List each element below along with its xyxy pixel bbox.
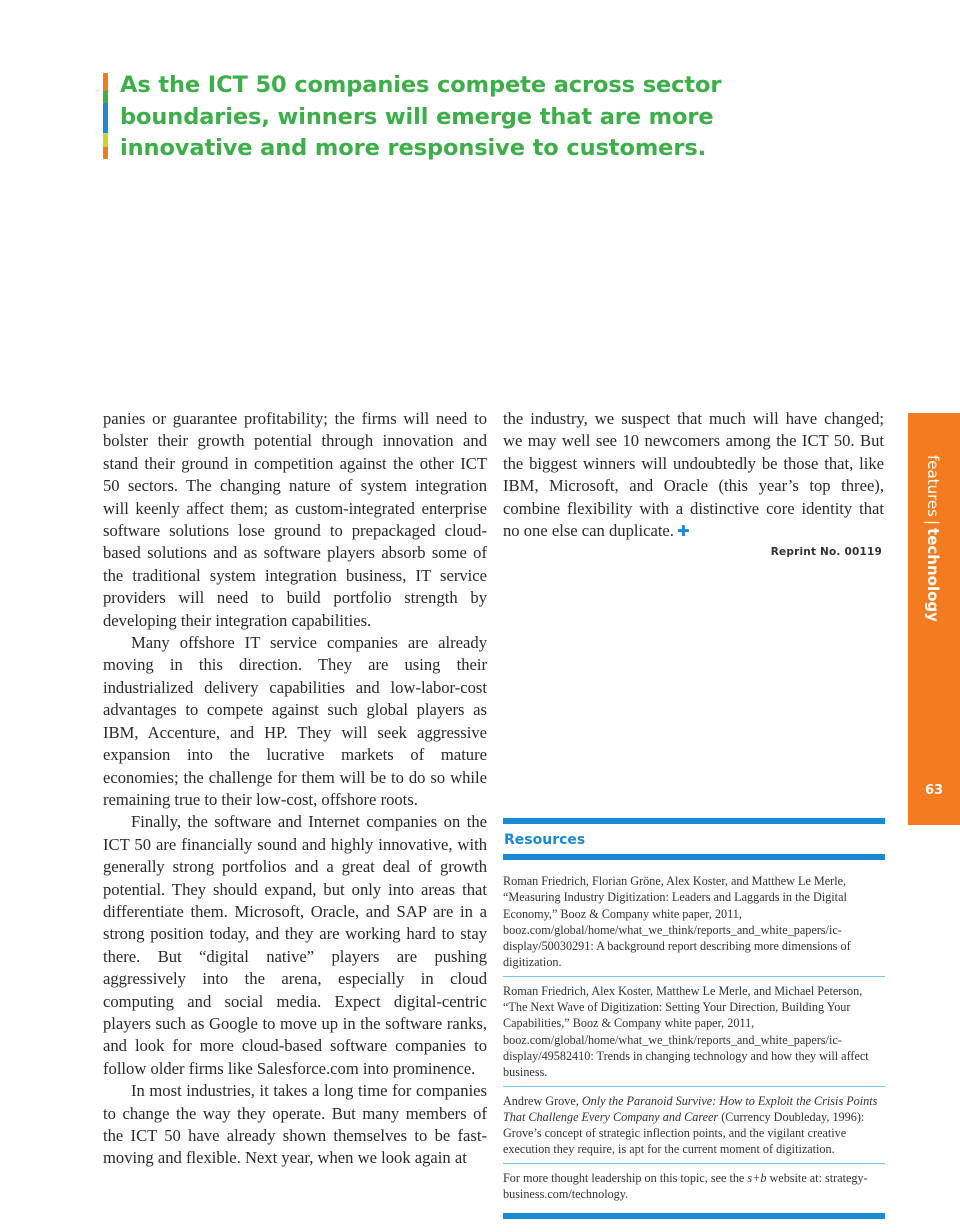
section-topic: technology xyxy=(924,528,942,622)
resources-bottom-rule xyxy=(503,1213,885,1219)
section-separator: | xyxy=(924,519,942,526)
resource-text: (Currency Doubleday, 1996): Grove’s concept of strategic inflection points, and the vigilant creative execution they require, is apt for the current moment of digitization. xyxy=(503,1109,865,1157)
body-paragraph: Finally, the software and Internet companies on the ICT 50 are financially sound and highly innovative, with generally strong portfolios and a great deal of growth potential. They should expand, but only into areas that differentiate them. Microsoft, Oracle, and SAP are in a strong position today, and they are working hard to stay there. But “digital native” players are pushing aggressively into the arena, especially in cloud computing and social media. Expect digital-centric players such as Google to move up in the software ranks, and look for more cloud-based software companies to follow older firms like Salesforce.com into prominence. xyxy=(103,812,487,1078)
resource-text: Roman Friedrich, Florian Gröne, Alex Koster, and Matthew Le Merle, “Measuring Industry Digitization: Leaders and Laggards in the Digital Economy,” Booz & Company white paper, 2011, booz.com/global/home/what_we_think/reports_and_white_papers/ic-display/50030291: A background report describing more dimensions of digitization. xyxy=(503,874,851,970)
resource-book-title: Only the Paranoid Survive: How to Exploit the Crisis Points That Challenge Every Company and Career xyxy=(503,1093,878,1124)
reprint-number: Reprint No. 00119 xyxy=(770,546,882,558)
color-bar-segment xyxy=(103,133,108,147)
page-number: 63 xyxy=(924,783,944,798)
resources-top-rule xyxy=(503,818,885,824)
resource-entry xyxy=(503,983,885,1087)
resource-lead: Andrew Grove, xyxy=(503,1093,582,1108)
body-paragraph: panies or guarantee profitability; the firms will need to bolster their growth potential through innovation and stand their ground in competition against the other ICT 50 sectors. The changing nature of system integration will keenly affect them; as custom-integrated enterprise software solutions lose ground to prepackaged cloud-based solutions and as software players absorb some of the traditional system integration business, IT service providers will need to build portfolio strength by developing their integration capabilities. xyxy=(103,409,487,630)
resources-box xyxy=(503,818,885,1219)
body-paragraph: Many offshore IT service companies are already moving in this direction. They are using their industrialized delivery capabilities and low-labor-cost advantages to compete against such global players as IBM, Accenture, and HP. They will seek aggressive expansion into the lucrative markets of mature economies; the challenge for them will be to do so while remaining true to their low-cost, offshore roots. xyxy=(103,633,487,809)
section-name: features xyxy=(924,455,942,517)
color-bar-segment xyxy=(103,91,108,103)
body-column-right xyxy=(503,408,884,542)
resource-entry xyxy=(503,1170,885,1208)
resource-brand: s+b xyxy=(747,1170,767,1185)
pull-quote-text: As the ICT 50 companies compete across sector boundaries, winners will emerge that are more innovative and more responsive to customers. xyxy=(120,72,722,161)
body-paragraph-closing xyxy=(503,408,884,542)
closing-text: the industry, we suspect that much will have changed; we may well see 10 newcomers among the ICT 50. But the biggest winners will undoubtedly be those that, like IBM, Microsoft, and Oracle (this year’s top three), combine flexibility with a distinctive core identity that no one else can duplicate. xyxy=(503,409,884,541)
section-label xyxy=(926,455,946,625)
resource-entry xyxy=(503,873,885,977)
resources-title-rule xyxy=(503,854,885,860)
pull-quote-color-bar xyxy=(103,73,108,159)
resources-list xyxy=(503,873,885,1207)
resource-entry xyxy=(503,1093,885,1164)
color-bar-segment xyxy=(103,103,108,119)
resource-text: Roman Friedrich, Alex Koster, Matthew Le Merle, and Michael Peterson, “The Next Wave of Digitization: Setting Your Direction, Building Your Capabilities,” Booz & Company white paper, 2011, booz.com/global/home/what_we_think/reports_and_white_papers/ic-display/49582410: Trends in changing technology and how they will affect business. xyxy=(503,983,869,1080)
color-bar-segment xyxy=(103,73,108,91)
resources-title: Resources xyxy=(504,832,586,848)
end-of-article-icon: ✚ xyxy=(676,522,690,541)
color-bar-segment xyxy=(103,119,108,133)
pull-quote xyxy=(103,70,743,165)
color-bar-segment xyxy=(103,147,108,159)
resource-link-text[interactable]: website at: strategy-business.com/technology. xyxy=(503,1170,868,1202)
body-paragraph: In most industries, it takes a long time for companies to change the way they operate. But many members of the ICT 50 have already shown themselves to be fast-moving and flexible. Next year, when we look again at xyxy=(103,1081,487,1168)
body-column-left xyxy=(103,408,487,1170)
resource-lead: For more thought leadership on this topic, see the xyxy=(503,1170,748,1185)
